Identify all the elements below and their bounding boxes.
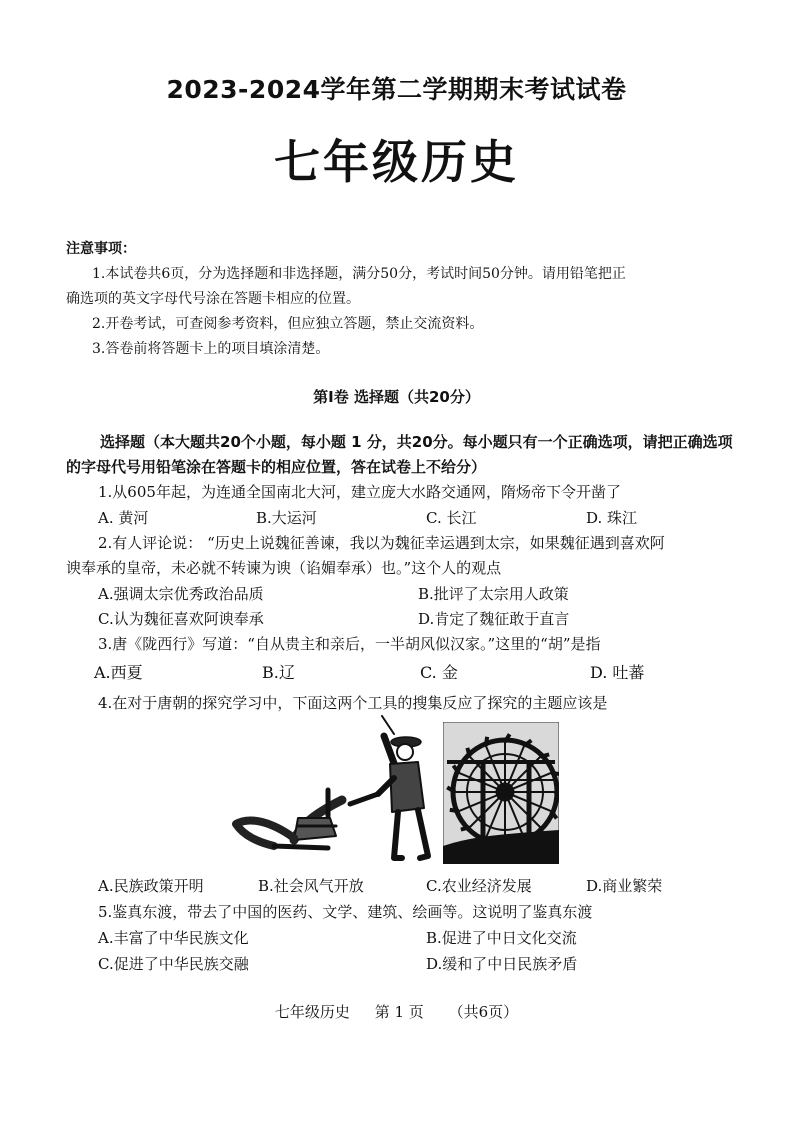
page-footer [0, 1001, 793, 1022]
question-1-option-c: C. 长江 [426, 509, 477, 527]
section-title: 第Ⅰ卷 选择题（共20分） [313, 388, 480, 406]
question-5-stem: 5.鉴真东渡，带去了中国的医药、文学、建筑、绘画等。这说明了鉴真东渡 [98, 903, 593, 921]
subject-title: 七年级历史 [274, 135, 519, 189]
section-instruction: 选择题（本大题共20个小题，每小题 1 分，共20分。每小题只有一个正确选项，请把正确选项的字母代号用铅笔涂在答题卡的相应位置，答在试卷上不给分） [66, 433, 733, 476]
question-3-option-c: C. 金 [420, 663, 458, 682]
waterwheel-icon [443, 722, 559, 864]
notice-item-3: 3.答卷前将答题卡上的项目填涂清楚。 [92, 341, 330, 357]
question-2-stem-line-2: 谀奉承的皇帝，未必就不转谏为谀（谄媚奉承）也。”这个人的观点 [66, 559, 502, 577]
question-3-option-a: A.西夏 [94, 663, 143, 682]
question-5-option-a: A.丰富了中华民族文化 [98, 929, 249, 947]
question-2-option-d: D.肯定了魏征敢于直言 [418, 610, 570, 628]
footer-page-number: 第 1 页 [374, 1003, 424, 1021]
footer-total-pages: （共6页） [448, 1003, 519, 1021]
question-3-option-b: B.辽 [262, 663, 295, 682]
question-5-option-d: D.缓和了中日民族矛盾 [426, 955, 578, 973]
exam-title: 2023-2024学年第二学期期末考试试卷 [166, 75, 627, 104]
question-1-stem: 1.从605年起，为连通全国南北大河，建立庞大水路交通网，隋炀帝下令开凿了 [98, 483, 621, 501]
question-3-option-d: D. 吐蕃 [590, 663, 645, 682]
notice-item-1-line-1: 1.本试卷共6页，分为选择题和非选择题，满分50分，考试时间50分钟。请用铅笔把正 [92, 266, 626, 282]
question-2-option-b: B.批评了太宗用人政策 [418, 585, 569, 603]
question-1-option-b: B.大运河 [256, 509, 317, 527]
question-2-option-a: A.强调太宗优秀政治品质 [98, 585, 264, 603]
question-4-option-c: C.农业经济发展 [426, 877, 532, 895]
notice-heading: 注意事项： [66, 241, 136, 257]
question-1-option-d: D. 珠江 [586, 509, 638, 527]
notice-item-1-line-2: 确选项的英文字母代号涂在答题卡相应的位置。 [66, 291, 360, 307]
notice-item-2: 2.开卷考试，可查阅参考资料，但应独立答题，禁止交流资料。 [92, 316, 484, 332]
question-5-option-c: C.促进了中华民族交融 [98, 955, 249, 973]
question-1-option-a: A. 黄河 [98, 509, 149, 527]
question-5-option-b: B.促进了中日文化交流 [426, 929, 577, 947]
question-2-stem-line-1: 2.有人评论说： “历史上说魏征善谏，我以为魏征幸运遇到太宗，如果魏征遇到喜欢阿 [98, 534, 665, 552]
question-2-option-c: C.认为魏征喜欢阿谀奉承 [98, 610, 264, 628]
question-4-option-d: D.商业繁荣 [586, 877, 663, 895]
question-4-stem: 4.在对于唐朝的探究学习中，下面这两个工具的搜集反应了探究的主题应该是 [98, 694, 608, 712]
question-4-option-b: B.社会风气开放 [258, 877, 364, 895]
question-3-stem: 3.唐《陇西行》写道：“自从贵主和亲后，一半胡风似汉家。”这里的“胡”是指 [98, 635, 601, 653]
footer-subject: 七年级历史 [274, 1003, 350, 1021]
curved-shaft-plow-with-farmer-icon [232, 712, 432, 864]
question-4-option-a: A.民族政策开明 [98, 877, 204, 895]
